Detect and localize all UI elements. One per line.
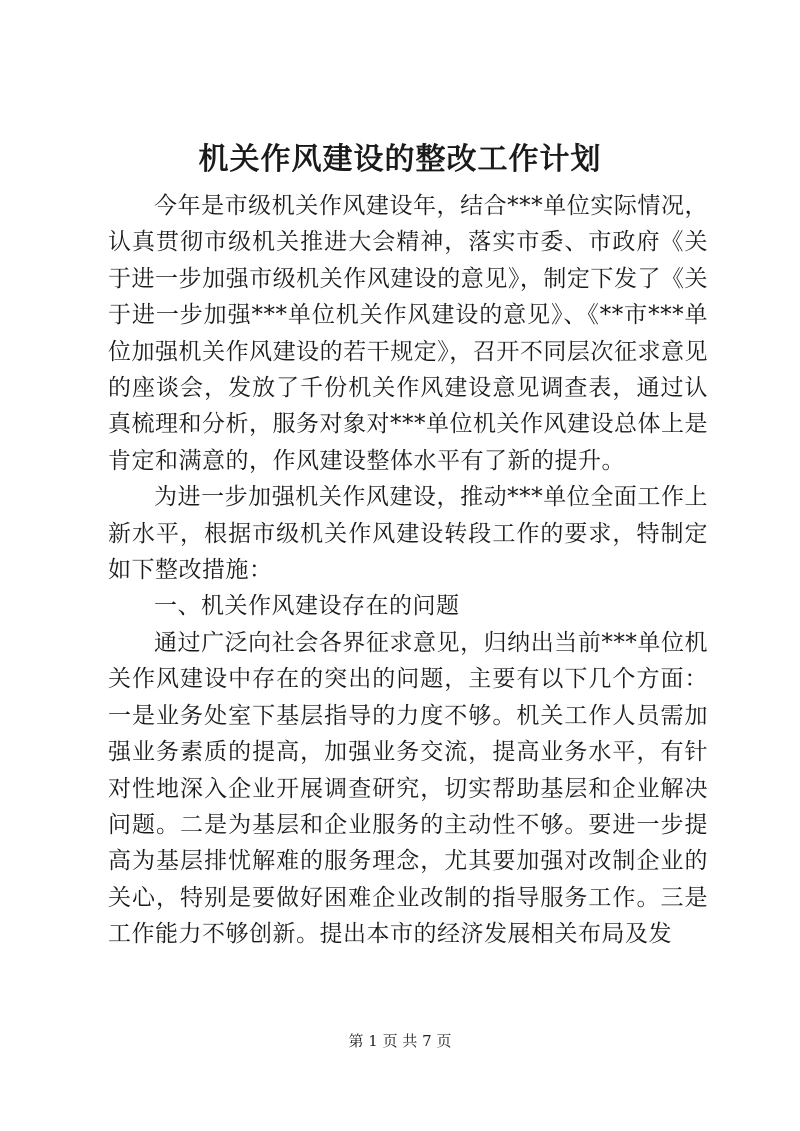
document-title: 机关作风建设的整改工作计划 bbox=[198, 142, 602, 177]
page-number-footer: 第 1 页 共 7 页 bbox=[348, 1032, 452, 1050]
document-body bbox=[108, 188, 708, 953]
section-heading: 一、机关作风建设存在的问题 bbox=[154, 593, 460, 620]
paragraph-purpose: 为进一步加强机关作风建设，推动***单位全面工作上新水平，根据市级机关作风建设转段工作的要求，特制定如下整改措施： bbox=[108, 484, 708, 584]
paragraph-intro: 今年是市级机关作风建设年，结合***单位实际情况，认真贯彻市级机关推进大会精神，落实市委、市政府《关于进一步加强市级机关作风建设的意见》，制定下发了《关于进一步加强***单位机关作风建设的意见》、《**市***单位加强机关作风建设的若干规定》，召开不同层次征求意见的座谈会，发放了千份机关作风建设意见调查表，通过认真梳理和分析，服务对象对***单位机关作风建设总体上是肯定和满意的，作风建设整体水平有了新的提升。 bbox=[108, 193, 708, 474]
paragraph-problems: 通过广泛向社会各界征求意见，归纳出当前***单位机关作风建设中存在的突出的问题，主要有以下几个方面：一是业务处室下基层指导的力度不够。机关工作人员需加强业务素质的提高，加强业务交流，提高业务水平，有针对性地深入企业开展调查研究，切实帮助基层和企业解决问题。二是为基层和企业服务的主动性不够。要进一步提高为基层排忧解难的服务理念，尤其要加强对改制企业的关心，特别是要做好困难企业改制的指导服务工作。三是工作能力不够创新。提出本市的经济发展相关布局及发 bbox=[108, 629, 708, 948]
